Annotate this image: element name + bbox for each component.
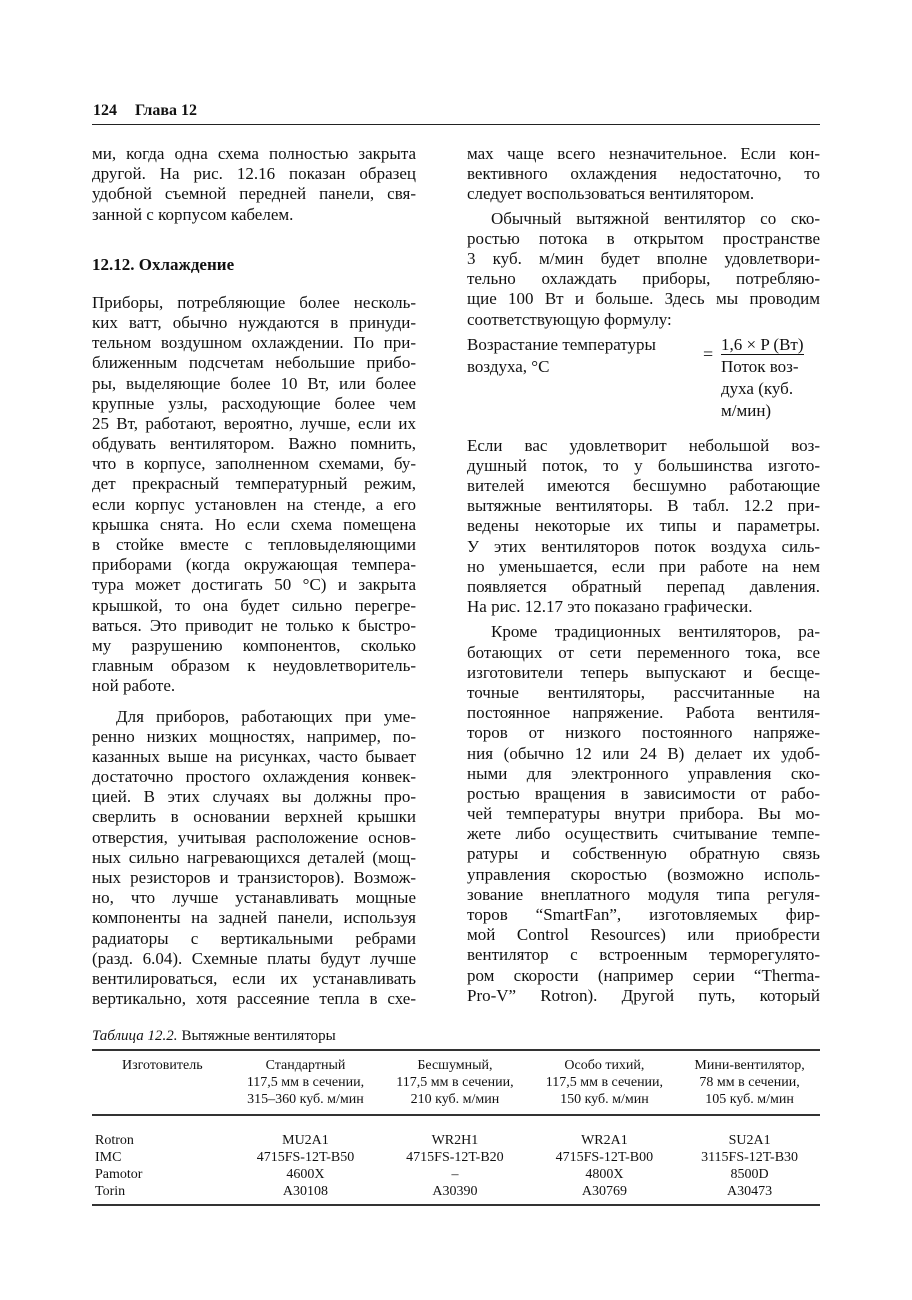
text-line: следует воспользоваться вентилятором. [467, 184, 755, 204]
text-line: ведены некоторые их типы и параметры. [467, 516, 820, 536]
text-line: ром скорости (например серии “Therma- [467, 965, 820, 985]
column-header-line: 105 куб. м/мин [705, 1092, 794, 1107]
text-line: появляется обратный перепад давления. [467, 577, 820, 596]
column-header-line: 150 куб. м/мин [560, 1092, 649, 1107]
manufacturer-cell: IMC [95, 1150, 122, 1165]
model-cell: 4715FS-12T-B20 [406, 1150, 504, 1165]
text-line: крышкой, то она будет сильно перегре- [92, 595, 416, 615]
text-line: главным образом к неудовлетворитель- [92, 656, 416, 676]
text-line: вентилироваться, если их устанавливать [92, 968, 416, 988]
paragraph [467, 622, 820, 1006]
formula-denominator: м/мин) [721, 400, 772, 420]
text-line: На рис. 12.17 это показано графически. [467, 597, 753, 617]
text-line: дет прекрасный температурный режим, [92, 474, 416, 494]
column-header [92, 1050, 231, 1115]
model-cell: A30473 [727, 1184, 773, 1199]
text-line: 25 Вт, работают, вероятно, лучше, если их [92, 413, 416, 433]
header-rule [92, 124, 820, 125]
text-line: ратуры и собственную обратную связь [467, 844, 820, 864]
column-header-line: 78 мм в сечении, [699, 1075, 800, 1090]
text-line: (разд. 6.04). Схемные платы будут лучше [92, 948, 416, 968]
model-cell: A30108 [282, 1184, 329, 1199]
text-line: Приборы, потребляющие более несколь- [92, 292, 416, 312]
text-line: казанных выше на рисунках, часто бывает [92, 746, 416, 766]
formula-equals: = [703, 343, 714, 364]
model-cell: 4600X [286, 1167, 325, 1182]
text-line: точные вентиляторы, рассчитанные на [467, 682, 820, 702]
fan-table [92, 1028, 820, 1206]
text-line: но уменьшается, если при работе на нем [467, 556, 820, 576]
table-caption-label: Таблица 12.2. [92, 1028, 178, 1044]
column-header [380, 1050, 529, 1115]
column-header-line: 117,5 мм в сечении, [396, 1075, 514, 1090]
column-header-line: Особо тихий, [564, 1058, 645, 1073]
text-line: ния (обычно 12 или 24 В) делает их удоб- [467, 743, 820, 763]
manufacturer-cell: Torin [95, 1184, 126, 1199]
text-line: чей температуры внутри прибора. Вы мо- [467, 804, 820, 824]
text-line: ростью вращения в зависимости от рабо- [467, 783, 820, 803]
model-cell: A30390 [432, 1184, 478, 1199]
text-line: щие 100 Вт и больше. Здесь мы проводим [467, 289, 820, 309]
text-line: мой Control Resources) или приобрести [467, 925, 820, 945]
text-line: вытяжные вентиляторы. В табл. 12.2 при- [467, 496, 820, 516]
text-line: ких ватт, обычно нуждаются в принуди- [92, 312, 416, 332]
table-row [92, 1149, 820, 1166]
formula-denominator: Поток воз- [721, 356, 799, 376]
text-line: ной работе. [92, 676, 176, 696]
text-line: зование внеплатного модуля типа регуля- [467, 884, 820, 904]
text-line: ных сильно нагревающихся деталей (мощ- [92, 847, 416, 867]
model-cell: 4800X [585, 1167, 624, 1182]
model-cell: WR2H1 [431, 1133, 479, 1148]
text-line: что в корпусе, заполненном схемами, бу- [92, 454, 416, 474]
text-line: вителей имеются бесшумно работающие [467, 476, 820, 496]
text-line: ваться. Это приводит не только к быстро- [92, 615, 416, 635]
text-line: ры, выделяющие более 10 Вт, или более [92, 373, 416, 393]
text-line: тура может достигать 50 °С) и закрыта [92, 575, 416, 595]
model-cell: – [451, 1167, 459, 1182]
text-line: торов от низкого постоянного напряже- [467, 723, 820, 743]
model-cell: SU2A1 [728, 1133, 771, 1148]
column-header-line: 210 куб. м/мин [410, 1092, 500, 1107]
text-line: сверлить в основании верхней крышки [92, 807, 416, 827]
manufacturer-cell: Pamotor [95, 1167, 143, 1182]
text-line: У этих вентиляторов поток воздуха силь- [467, 536, 820, 556]
formula [467, 334, 820, 428]
column-header [231, 1050, 380, 1115]
text-line: но, что лучше устанавливать мощные [92, 888, 416, 908]
text-line: тельном воздушном охлаждении. По при- [92, 333, 416, 353]
text-line: Pro-V” Rotron). Другой путь, который [467, 985, 820, 1005]
formula-lhs-line: Возрастание температуры [467, 334, 656, 354]
table-caption-text: Вытяжные вентиляторы [181, 1028, 336, 1044]
text-line: цией. В этих случаях вы должны про- [92, 787, 416, 807]
text-line: достаточно простого охлаждения конвек- [92, 767, 416, 787]
text-line: ных резисторов и транзисторов). Возмож- [92, 868, 416, 887]
formula-lhs [467, 334, 656, 378]
text-line: му разрушению компонентов, сколько [92, 635, 416, 655]
text-line: тельно охлаждать приборы, потребляю- [467, 269, 820, 289]
column-header-line: 117,5 мм в сечении, [246, 1075, 365, 1090]
paragraph [92, 144, 416, 225]
table-row [92, 1183, 820, 1205]
text-line: если корпус установлен на стенде, а его [92, 494, 416, 514]
text-line: компоненты на задней панели, используя [92, 908, 416, 928]
formula-rhs [721, 334, 804, 422]
model-cell: 4715FS-12T-B00 [555, 1150, 654, 1165]
right-column [467, 144, 820, 1006]
page-number: 124 [93, 102, 117, 119]
text-line: ботающих от сети переменного тока, все [467, 642, 820, 662]
text-line: ми, когда одна схема полностью закрыта [92, 144, 416, 163]
text-line: Обычный вытяжной вентилятор со ско- [491, 208, 820, 228]
formula-numerator: 1,6 × P (Вт) [721, 334, 804, 354]
text-line: крышка снята. Но если схема помещена [92, 514, 416, 534]
paragraph [467, 144, 820, 205]
column-header-line: Изготовитель [122, 1058, 203, 1073]
text-line: душный поток, то у большинства изгото- [467, 455, 820, 475]
column-header-line: 315–360 куб. м/мин [247, 1092, 364, 1107]
text-line: удобной съемной передней панели, свя- [92, 184, 416, 204]
paragraph [467, 209, 820, 330]
column-header-line: Мини-вентилятор, [694, 1058, 805, 1073]
column-header-line: 117,5 мм в сечении, [545, 1075, 664, 1090]
text-line: ростью потока в открытом пространстве [467, 228, 820, 248]
formula-denominator: духа (куб. [721, 378, 794, 398]
text-line: постоянное напряжение. Работа вентиля- [467, 703, 820, 723]
text-line: радиаторы с вертикальными ребрами [92, 928, 416, 948]
model-cell: 4715FS-12T-B50 [256, 1150, 355, 1165]
model-cell: MU2A1 [282, 1133, 329, 1148]
paragraph [92, 293, 416, 697]
table-row [92, 1166, 820, 1183]
model-cell: 8500D [730, 1167, 769, 1182]
text-line: вективного охлаждения недостаточно, то [467, 164, 820, 184]
text-line: другой. На рис. 12.16 показан образец [92, 164, 416, 184]
model-cell: 3115FS-12T-B30 [701, 1150, 799, 1165]
text-line: Для приборов, работающих при уме- [116, 706, 416, 726]
text-line: отверстия, учитывая расположение основ- [92, 827, 416, 847]
running-header [93, 102, 215, 120]
text-line: управления скоростью (возможно исполь- [467, 864, 820, 884]
text-line: занной с корпусом кабелем. [92, 204, 294, 224]
table-row [92, 1132, 820, 1149]
text-line: ближенным подсчетам небольшие прибо- [92, 353, 416, 373]
paragraph [92, 707, 416, 1010]
column-header [530, 1050, 679, 1115]
text-line: Если вас удовлетворит небольшой воз- [467, 435, 820, 455]
column-header-line: Бесшумный, [417, 1058, 493, 1073]
text-line: изготовители теперь выпускают и бесще- [467, 662, 820, 682]
text-line: вентилятор с встроенным терморегулято- [467, 945, 820, 965]
model-cell: WR2A1 [581, 1133, 628, 1148]
formula-lhs-line: воздуха, °С [467, 356, 550, 376]
table-header-row [92, 1050, 820, 1115]
manufacturer-cell: Rotron [95, 1133, 134, 1148]
left-column [92, 144, 416, 1009]
chapter-title: Глава 12 [135, 102, 197, 119]
table-caption [92, 1028, 820, 1045]
model-cell: A30769 [581, 1184, 627, 1199]
text-line: крупные узлы, расходующие более чем [92, 393, 416, 413]
column-header [679, 1050, 820, 1115]
text-line: Кроме традиционных вентиляторов, ра- [491, 622, 820, 642]
paragraph [467, 436, 820, 618]
text-line: 3 куб. м/мин будет вполне удовлетвори- [467, 248, 820, 268]
text-line: ренно низких мощностях, например, по- [92, 726, 416, 746]
text-line: жете либо осуществить считывание темпе- [467, 824, 820, 844]
text-line: соответствующую формулу: [467, 309, 672, 329]
section-heading: 12.12. Охлаждение [92, 254, 235, 274]
text-line: мах чаще всего незначительное. Если кон- [467, 144, 820, 163]
text-line: вертикально, хотя рассеяние тепла в схе- [92, 989, 416, 1009]
column-header-line: Стандартный [265, 1058, 346, 1073]
text-line: ными для электронного управления ско- [467, 763, 820, 783]
text-line: обдувать вентилятором. Важно помнить, [92, 434, 416, 454]
text-line: приборами (когда окружающая темпера- [92, 555, 416, 575]
text-line: торов “SmartFan”, изготовляемых фир- [467, 905, 820, 924]
text-line: в стойке вместе с тепловыделяющими [92, 535, 416, 554]
